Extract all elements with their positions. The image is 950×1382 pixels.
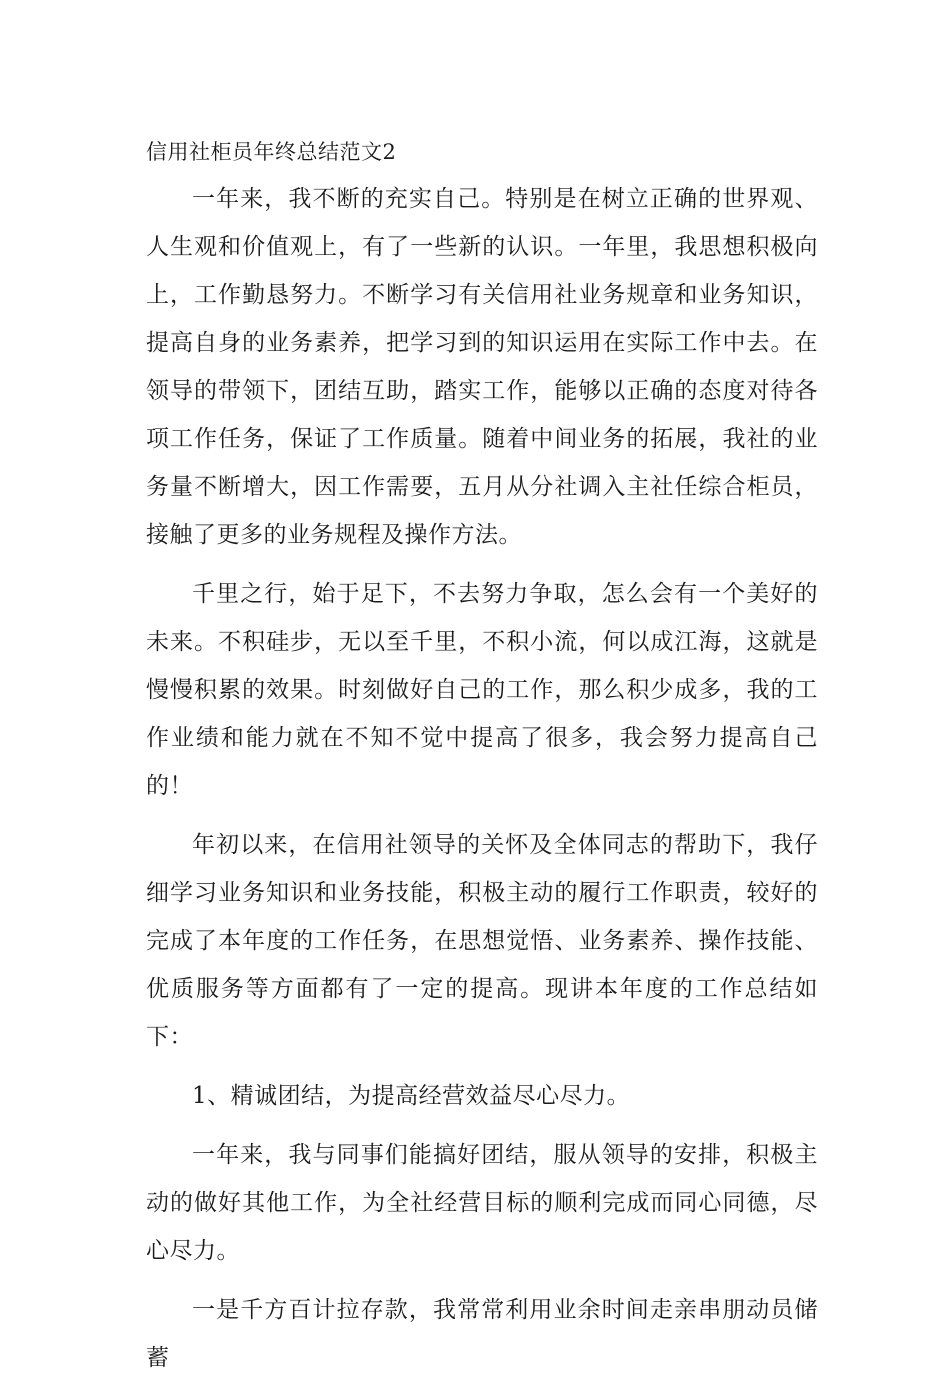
document-title: 信用社柜员年终总结范文2 (146, 140, 397, 164)
paragraph-4: 一年来，我与同事们能搞好团结，服从领导的安排，积极主动的做好其他工作，为全社经营目标的顺利完成而同心同德，尽心尽力。 (146, 1142, 818, 1264)
paragraph-1: 一年来，我不断的充实自己。特别是在树立正确的世界观、人生观和价值观上，有了一些新的认识。一年里，我思想积极向上，工作勤恳努力。不断学习有关信用社业务规章和业务知识，提高自身的业务素养，把学习到的知识运用在实际工作中去。在领导的带领下，团结互助，踏实工作，能够以正确的态度对待各项工作任务，保证了工作质量。随着中间业务的拓展，我社的业务量不断增大，因工作需要，五月从分社调入主社任综合柜员，接触了更多的业务规程及操作方法。 (146, 186, 818, 548)
section-heading-1: 1、精诚团结，为提高经营效益尽心尽力。 (192, 1083, 631, 1109)
paragraph-3: 年初以来，在信用社领导的关怀及全体同志的帮助下，我仔细学习业务知识和业务技能，积极主动的履行工作职责，较好的完成了本年度的工作任务，在思想觉悟、业务素养、操作技能、优质服务等方面都有了一定的提高。现讲本年度的工作总结如下： (146, 832, 818, 1050)
paragraph-5: 一是千方百计拉存款，我常常利用业余时间走亲串朋动员储蓄 (146, 1297, 818, 1371)
paragraph-2: 千里之行，始于足下，不去努力争取，怎么会有一个美好的未来。不积硅步，无以至千里，不积小流，何以成江海，这就是慢慢积累的效果。时刻做好自己的工作，那么积少成多，我的工作业绩和能力就在不知不觉中提高了很多，我会努力提高自己的！ (146, 581, 818, 799)
document-body (146, 133, 818, 1382)
